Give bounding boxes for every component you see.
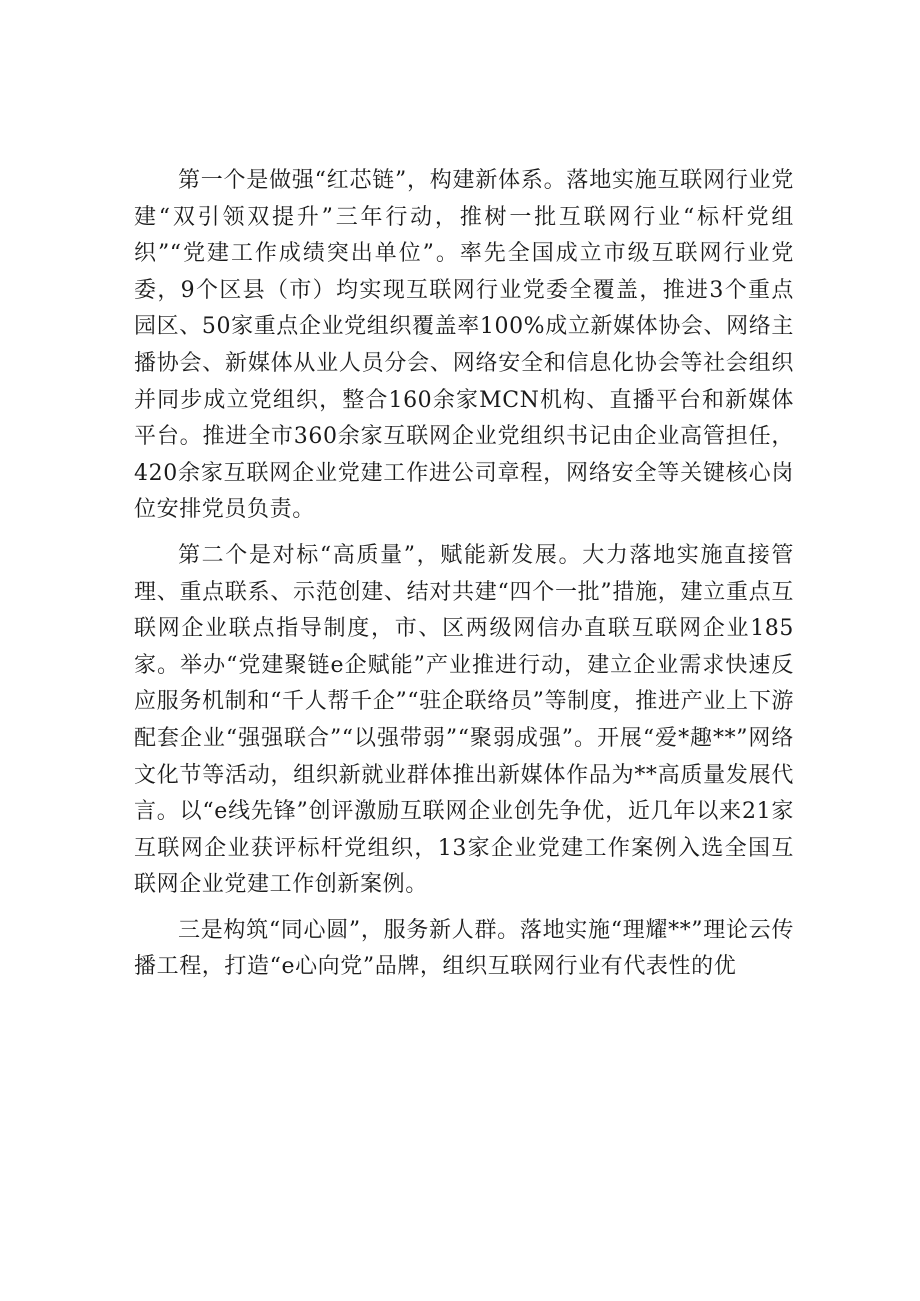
document-body xyxy=(134,163,794,986)
paragraph-concentric-circle: 三是构筑“同心圆”，服务新人群。落地实施“理耀**”理论云传播工程，打造“e心向党”品牌，组织互联网行业有代表性的优 xyxy=(134,917,794,980)
paragraph-high-quality: 第二个是对标“高质量”，赋能新发展。大力落地实施直接管理、重点联系、示范创建、结对共建“四个一批”措施，建立重点互联网企业联点指导制度，市、区两级网信办直联互联网企业185家。举办“党建聚链e企赋能”产业推进行动，建立企业需求快速反应服务机制和“千人帮千企”“驻企联络员”等制度，推进产业上下游配套企业“强强联合”“以强带弱”“聚弱成强”。开展“爱*趣**”网络文化节等活动，组织新就业群体推出新媒体作品为**高质量发展代言。以“e线先锋”创评激励互联网企业创先争优，近几年以来21家互联网企业获评标杆党组织，13家企业党建工作案例入选全国互联网企业党建工作创新案例。 xyxy=(134,542,794,898)
paragraph-red-core-chain: 第一个是做强“红芯链”，构建新体系。落地实施互联网行业党建“双引领双提升”三年行动，推树一批互联网行业“标杆党组织”“党建工作成绩突出单位”。率先全国成立市级互联网行业党委，9个区县（市）均实现互联网行业党委全覆盖，推进3个重点园区、50家重点企业党组织覆盖率100%成立新媒体协会、网络主播协会、新媒体从业人员分会、网络安全和信息化协会等社会组织并同步成立党组织，整合160余家MCN机构、直播平台和新媒体平台。推进全市360余家互联网企业党组织书记由企业高管担任，420余家互联网企业党建工作进公司章程，网络安全等关键核心岗位安排党员负责。 xyxy=(134,168,794,523)
